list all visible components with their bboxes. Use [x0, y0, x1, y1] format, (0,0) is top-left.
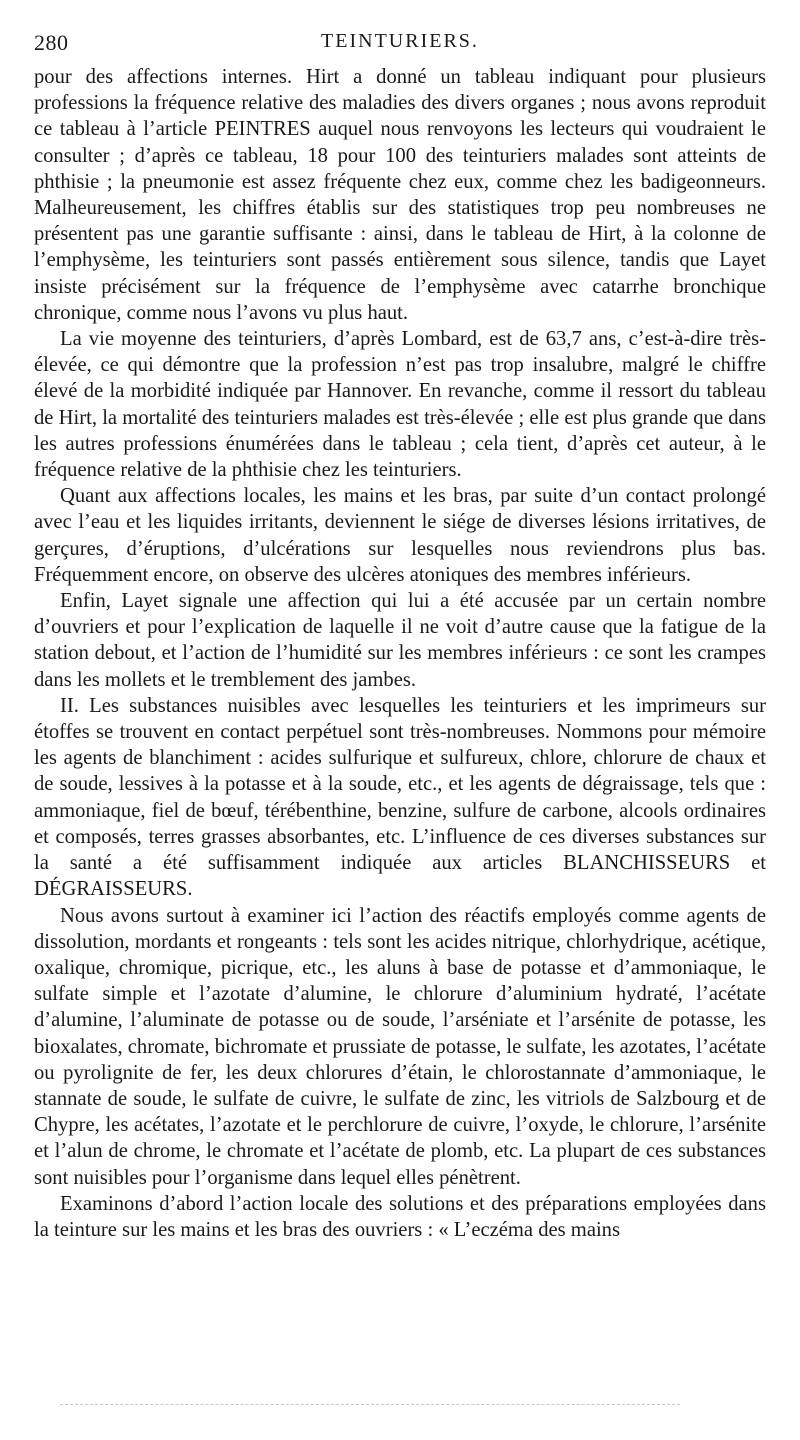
paragraph-reagents: Nous avons surtout à examiner ici l’action des réactifs employés comme agents de dissolution, mordants et rongeants : tels sont les acides nitrique, chlorhydrique, acétique, oxalique, chromique, picrique, etc., les aluns à base de potasse et d’ammoniaque, le sulfate simple et l’azotate d’alumine, le chlorure d’aluminium hydraté, l’acétate d’alumine, l’aluminate de potasse ou de soude, l’arséniate et l’arsénite de potasse, les bioxalates, chromate, bichromate et prussiate de potasse, le sulfate, les azotates, l’acétate ou pyrolignite de fer, les deux chlorures d’étain, le chlorostannate d’ammoniaque, le stannate de soude, le sulfate de cuivre, le sulfate de zinc, les vitriols de Salzbourg et de Chypre, les acétates, l’azotate et le perchlorure de cuivre, l’oxyde, le chlorure, l’arsénite et l’alun de chrome, le chromate et l’acétate de plomb, etc. La plupart de ces substances sont nuisibles pour l’organisme dans lequel elles pénètrent. [34, 904, 766, 1189]
paragraph-continued: pour des affections internes. Hirt a donné un tableau indiquant pour plusieurs professions la fréquence relative des maladies des divers organes ; nous avons reproduit ce tableau à l’article PEINTRES auquel nous renvoyons les lecteurs qui voudraient le consulter ; d’après ce tableau, 18 pour 100 des teinturiers malades sont atteints de phthisie ; la pneumonie est assez fréquente chez eux, comme chez les badigeonneurs. Malheureusement, les chiffres établis sur des statistiques trop peu nombreuses ne présentent pas une garantie suffisante : ainsi, dans le tableau de Hirt, à la colonne de l’emphysème, les teinturiers sont passés entièrement sous silence, tandis que Layet insiste précisément sur la fréquence de l’emphysème avec catarrhe bronchique chronique, comme nous l’avons vu plus haut. [34, 66, 766, 324]
body-text [34, 64, 766, 1243]
page-header [34, 30, 766, 60]
paragraph-cramps: Enfin, Layet signale une affection qui lui a été accusée par un certain nombre d’ouvriers et pour l’explication de laquelle il ne voit d’autre cause que la fatigue de la station debout, et l’action de l’humidité sur les membres inférieurs : ce sont les crampes dans les mollets et le tremblement des jambes. [34, 590, 766, 691]
running-head: TEINTURIERS. [321, 30, 479, 52]
page-number: 280 [34, 30, 69, 55]
paragraph-life-expectancy: La vie moyenne des teinturiers, d’après Lombard, est de 63,7 ans, c’est-à-dire très-élevée, ce qui démontre que la profession n’est pas trop insalubre, malgré le chiffre élevé de la morbidité indiquée par Hannover. En revanche, comme il ressort du tableau de Hirt, la mortalité des teinturiers malades est très-élevée ; elle est plus grande que dans les autres professions énumérées dans le tableau ; cela tient, d’après cet auteur, à le fréquence relative de la phthisie chez les teinturiers. [34, 328, 766, 482]
paragraph-harmful-substances: II. Les substances nuisibles avec lesquelles les teinturiers et les imprimeurs sur étoffes se trouvent en contact perpétuel sont très-nombreuses. Nommons pour mémoire les agents de blanchiment : acides sulfurique et sulfureux, chlore, chlorure de chaux et de soude, lessives à la potasse et à la soude, etc., et les agents de dégraissage, tels que : ammoniaque, fiel de bœuf, térébenthine, benzine, sulfure de carbone, alcools ordinaires et composés, terres grasses absorbantes, etc. L’influence de ces diverses substances sur la santé a été suffisamment indiquée aux articles BLANCHISSEURS et DÉGRAISSEURS. [34, 694, 766, 901]
paragraph-local-affections: Quant aux affections locales, les mains et les bras, par suite d’un contact prolongé avec l’eau et les liquides irritants, deviennent le siége de diverses lésions irritatives, de gerçures, d’éruptions, d’ulcérations sur lesquelles nous reviendrons plus bas. Fréquemment encore, on observe des ulcères atoniques des membres inférieurs. [34, 485, 766, 586]
paragraph-local-action: Examinons d’abord l’action locale des solutions et des préparations employées dans la teinture sur les mains et les bras des ouvriers : « L’eczéma des mains [34, 1192, 766, 1241]
footer-rule [60, 1404, 680, 1405]
